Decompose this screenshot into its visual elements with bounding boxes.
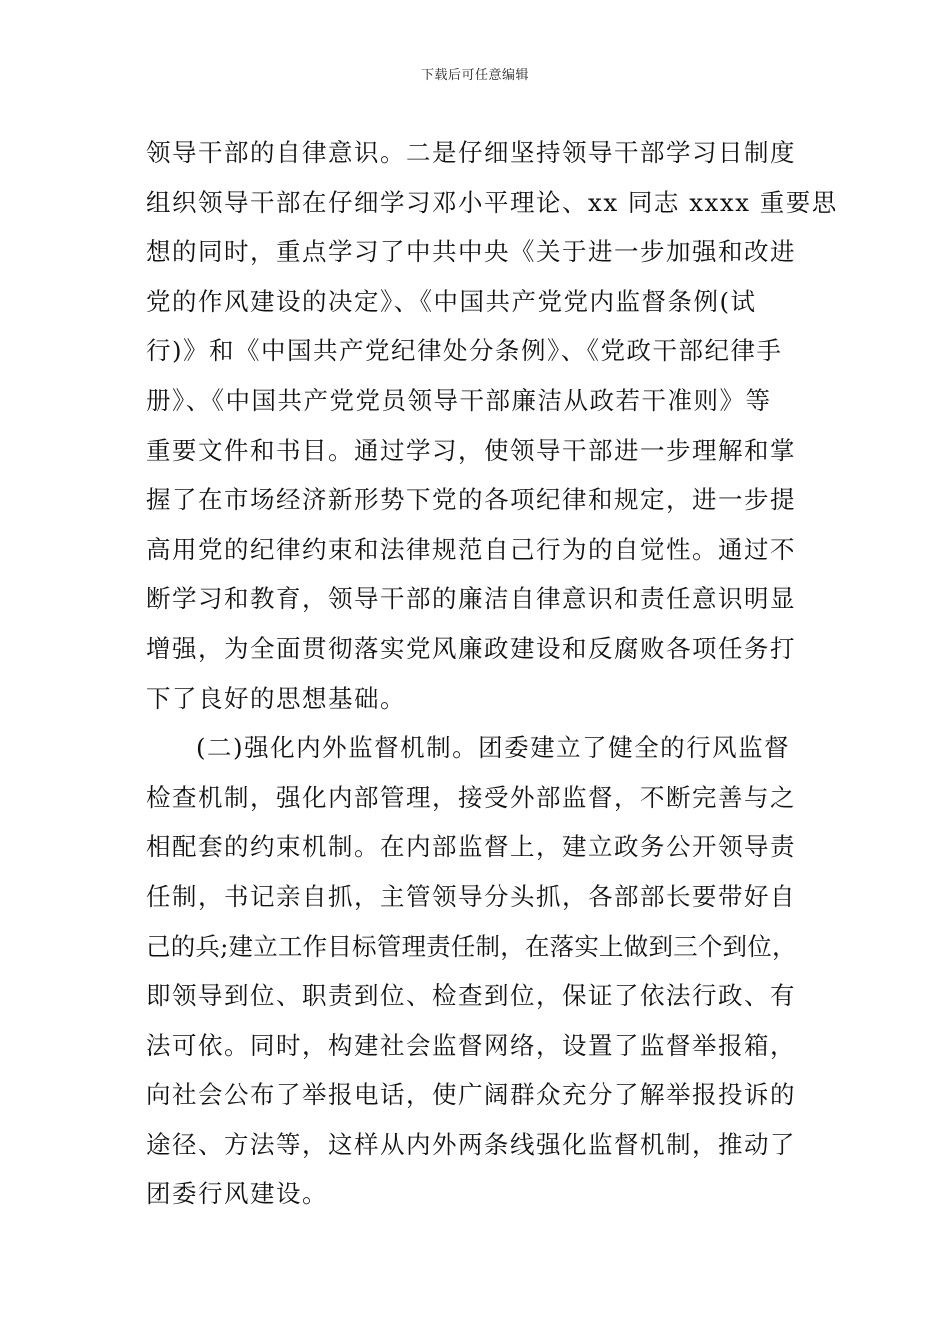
- text-line: 检查机制，强化内部管理，接受外部监督，不断完善与之: [146, 782, 796, 812]
- text-line: 即领导到位、职责到位、检查到位，保证了依法行政、有: [146, 981, 796, 1011]
- text-line: 向社会公布了举报电话，使广阔群众充分了解举报投诉的: [146, 1080, 796, 1110]
- text-line: 领导干部的自律意识。二是仔细坚持领导干部学习日制度: [146, 138, 796, 167]
- text-line: 高用党的纪律约束和法律规范自己行为的自觉性。通过不: [146, 534, 796, 564]
- text-line: 下了良好的思想基础。: [146, 683, 406, 713]
- text-line: 想的同时，重点学习了中共中央《关于进一步加强和改进: [146, 237, 796, 267]
- text-line: 己的兵;建立工作目标管理责任制，在落实上做到三个到位，: [146, 931, 797, 961]
- body-text: [146, 128, 846, 1219]
- paragraph-start-line: (二)强化内外监督机制。团委建立了健全的行风监督: [196, 733, 791, 763]
- text-line: 握了在市场经济新形势下党的各项纪律和规定，进一步提: [146, 485, 796, 515]
- text-line: 途径、方法等，这样从内外两条线强化监督机制，推动了: [146, 1129, 796, 1159]
- text-line: 团委行风建设。: [146, 1179, 328, 1209]
- text-line: 增强，为全面贯彻落实党风廉政建设和反腐败各项任务打: [146, 633, 796, 663]
- text-line: 任制，书记亲自抓，主管领导分头抓，各部部长要带好自: [146, 881, 796, 911]
- text-line: 组织领导干部在仔细学习邓小平理论、xx 同志 xxxx 重要思: [146, 187, 838, 217]
- text-line: 相配套的约束机制。在内部监督上，建立政务公开领导责: [146, 832, 796, 862]
- text-line: 党的作风建设的决定》、《中国共产党党内监督条例(试: [146, 286, 757, 316]
- page-header: 下载后可任意编辑: [420, 68, 529, 83]
- text-line: 断学习和教育，领导干部的廉洁自律意识和责任意识明显: [146, 584, 796, 614]
- text-line: 册》、《中国共产党党员领导干部廉洁从政若干准则》等: [146, 385, 772, 415]
- text-line: 重要文件和书目。通过学习，使领导干部进一步理解和掌: [146, 435, 796, 465]
- text-line: 行)》和《中国共产党纪律处分条例》、《党政干部纪律手: [146, 336, 783, 366]
- text-line: 法可依。同时，构建社会监督网络，设置了监督举报箱，: [146, 1030, 796, 1060]
